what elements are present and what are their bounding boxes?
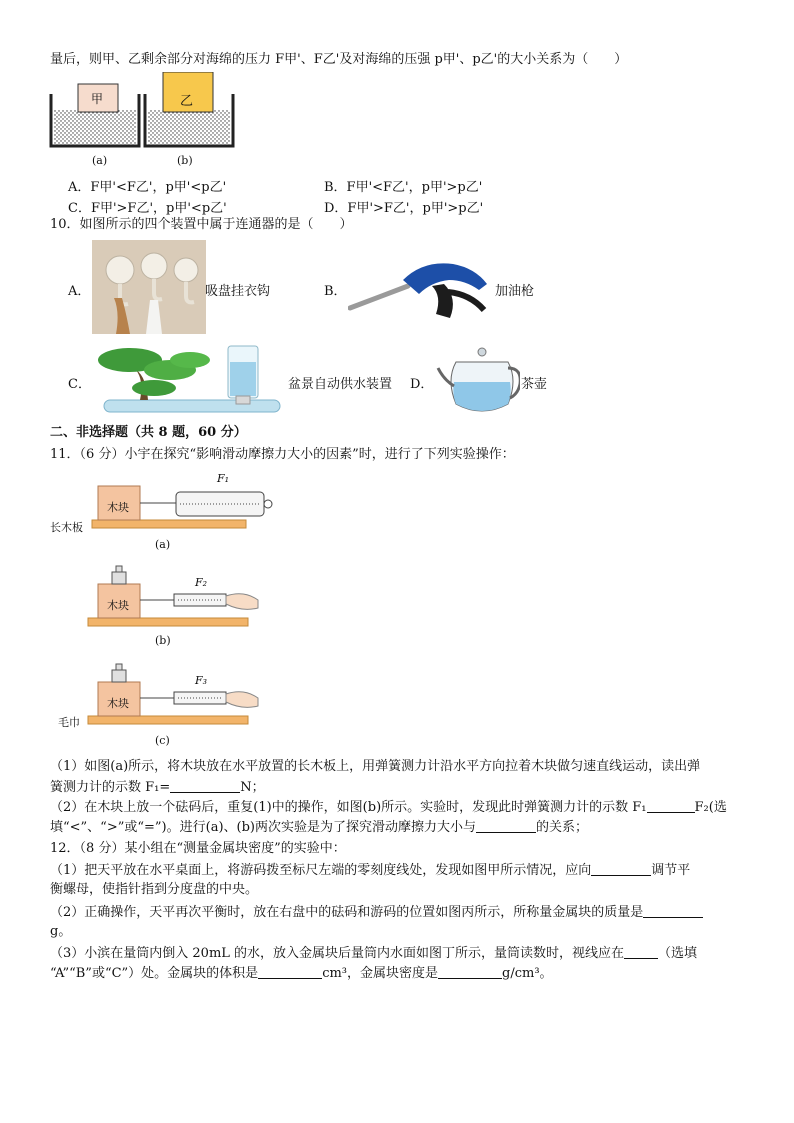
- suction-hook-image: [92, 240, 206, 334]
- q12-part2-line1: [50, 903, 703, 922]
- q11-stem: 11．（6 分）小宇在探究“影响滑动摩擦力大小的因素”时，进行了下列实验操作：: [50, 447, 515, 462]
- block-label-a: 木块: [107, 501, 129, 514]
- q12-part3-unit: g/cm³。: [502, 966, 553, 981]
- q12-part2-text: （2）正确操作，天平再次平衡时，放在右盘中的砝码和游码的位置如图丙所示，所称量金属块的质量是: [50, 905, 644, 920]
- q12-part1-tail: 调节平: [651, 863, 691, 878]
- answer-blank-sightline[interactable]: [624, 944, 658, 959]
- bonsai-water-device-image: [90, 340, 288, 418]
- force-f2-label: F₂: [195, 576, 208, 589]
- force-f1-label: F₁: [217, 472, 230, 485]
- q12-part2-line2: g。: [50, 924, 72, 939]
- q11-figure-c: [84, 656, 264, 728]
- caption-a: (a): [92, 154, 108, 167]
- caption-b: (b): [177, 154, 193, 167]
- q12-part3-line2: [50, 964, 553, 983]
- force-f3-label: F₃: [195, 674, 208, 687]
- fuel-nozzle-image: [348, 256, 494, 320]
- q11-figure-b: [84, 562, 264, 630]
- q12-part3-tail: （选填: [658, 946, 698, 961]
- q11-part2-tail2: 的关系；: [536, 820, 589, 835]
- q11-part1-text: 簧测力计的示数 F₁=: [50, 780, 171, 795]
- q11-part1-unit: N；: [240, 780, 265, 795]
- tank-b: [145, 72, 233, 146]
- q10-c-text: 盆景自动供水装置: [288, 377, 393, 392]
- q11-part2-text: （2）在木块上放一个砝码后，重复(1)中的操作，如图(b)所示。实验时，发现此时弹簧测力计的示数 F₁: [50, 800, 647, 815]
- q10-a-text: 吸盘挂衣钩: [205, 284, 271, 299]
- q9-option-d: D．F甲'>F乙'，p甲'>p乙': [324, 201, 484, 216]
- q12-part3-mid: cm³，金属块密度是: [322, 966, 439, 981]
- q12-part3-text: （3）小滨在量筒内倒入 20mL 的水，放入金属块后量筒内水面如图丁所示，量筒读数时，视线应在: [50, 946, 625, 961]
- towel-label: 毛巾: [58, 716, 80, 729]
- block-label-c: 木块: [107, 697, 129, 710]
- q10-c-letter: C．: [68, 377, 91, 392]
- q11-part2-tail: F₂(选: [694, 800, 727, 815]
- q11-caption-c: (c): [155, 734, 170, 747]
- q10-a-letter: A．: [68, 284, 91, 299]
- q11-part1-line2: [50, 778, 265, 797]
- q10-stem: 10．如图所示的四个装置中属于连通器的是（ ）: [50, 217, 353, 232]
- answer-blank-compare[interactable]: [647, 798, 695, 813]
- q12-part1-line2: 衡螺母，使指针指到分度盘的中央。: [50, 882, 259, 897]
- q10-b-text: 加油枪: [495, 284, 535, 299]
- answer-blank-mass[interactable]: [643, 903, 703, 918]
- q11-part2-line1: [50, 798, 727, 817]
- answer-blank-f1[interactable]: [170, 778, 240, 793]
- long-board-label: 长木板: [50, 521, 83, 534]
- block-label-b: 木块: [107, 599, 129, 612]
- q11-part1-line1: （1）如图(a)所示，将木块放在水平放置的长木板上，用弹簧测力计沿水平方向拉着木块做匀速直线运动，读出弹: [50, 759, 701, 774]
- teapot-image: [434, 346, 520, 416]
- answer-blank-density[interactable]: [438, 964, 502, 979]
- q11-caption-a: (a): [155, 538, 171, 551]
- q12-part3-text2: “A”“B”或“C”）处。金属块的体积是: [50, 966, 259, 981]
- q11-part2-line2: [50, 818, 588, 837]
- q9-option-b: B．F甲'<F乙'，p甲'>p乙': [324, 180, 483, 195]
- block-yi-label: 乙: [180, 94, 194, 109]
- section-2-title: 二、非选择题（共 8 题，60 分）: [50, 425, 247, 440]
- block-jia-label: 甲: [91, 92, 104, 106]
- q9-figure: [48, 72, 238, 152]
- q9-stem: 量后，则甲、乙剩余部分对海绵的压力 F甲'、F乙'及对海绵的压强 p甲'、p乙'的大小关系为（ ）: [50, 52, 628, 67]
- answer-blank-volume[interactable]: [258, 964, 322, 979]
- q10-d-letter: D．: [410, 377, 434, 392]
- q9-option-a: A．F甲'<F乙'，p甲'<p乙': [68, 180, 227, 195]
- q10-d-text: 茶壶: [521, 377, 548, 392]
- q12-part1-text: （1）把天平放在水平桌面上，将游码拨至标尺左端的零刻度线处，发现如图甲所示情况，应向: [50, 863, 592, 878]
- answer-blank-direction[interactable]: [591, 861, 651, 876]
- q10-b-letter: B．: [324, 284, 347, 299]
- q12-part1-line1: [50, 861, 690, 880]
- answer-blank-factor[interactable]: [476, 818, 536, 833]
- q11-caption-b: (b): [155, 634, 171, 647]
- q12-stem: 12．（8 分）某小组在“测量金属块密度”的实验中：: [50, 841, 346, 856]
- q12-part3-line1: [50, 944, 697, 963]
- q11-part2-text2: 填“<”、“>”或“=”)。进行(a)、(b)两次实验是为了探究滑动摩擦力大小与: [50, 820, 476, 835]
- q9-option-c: C．F甲'>F乙'，p甲'<p乙': [68, 201, 227, 216]
